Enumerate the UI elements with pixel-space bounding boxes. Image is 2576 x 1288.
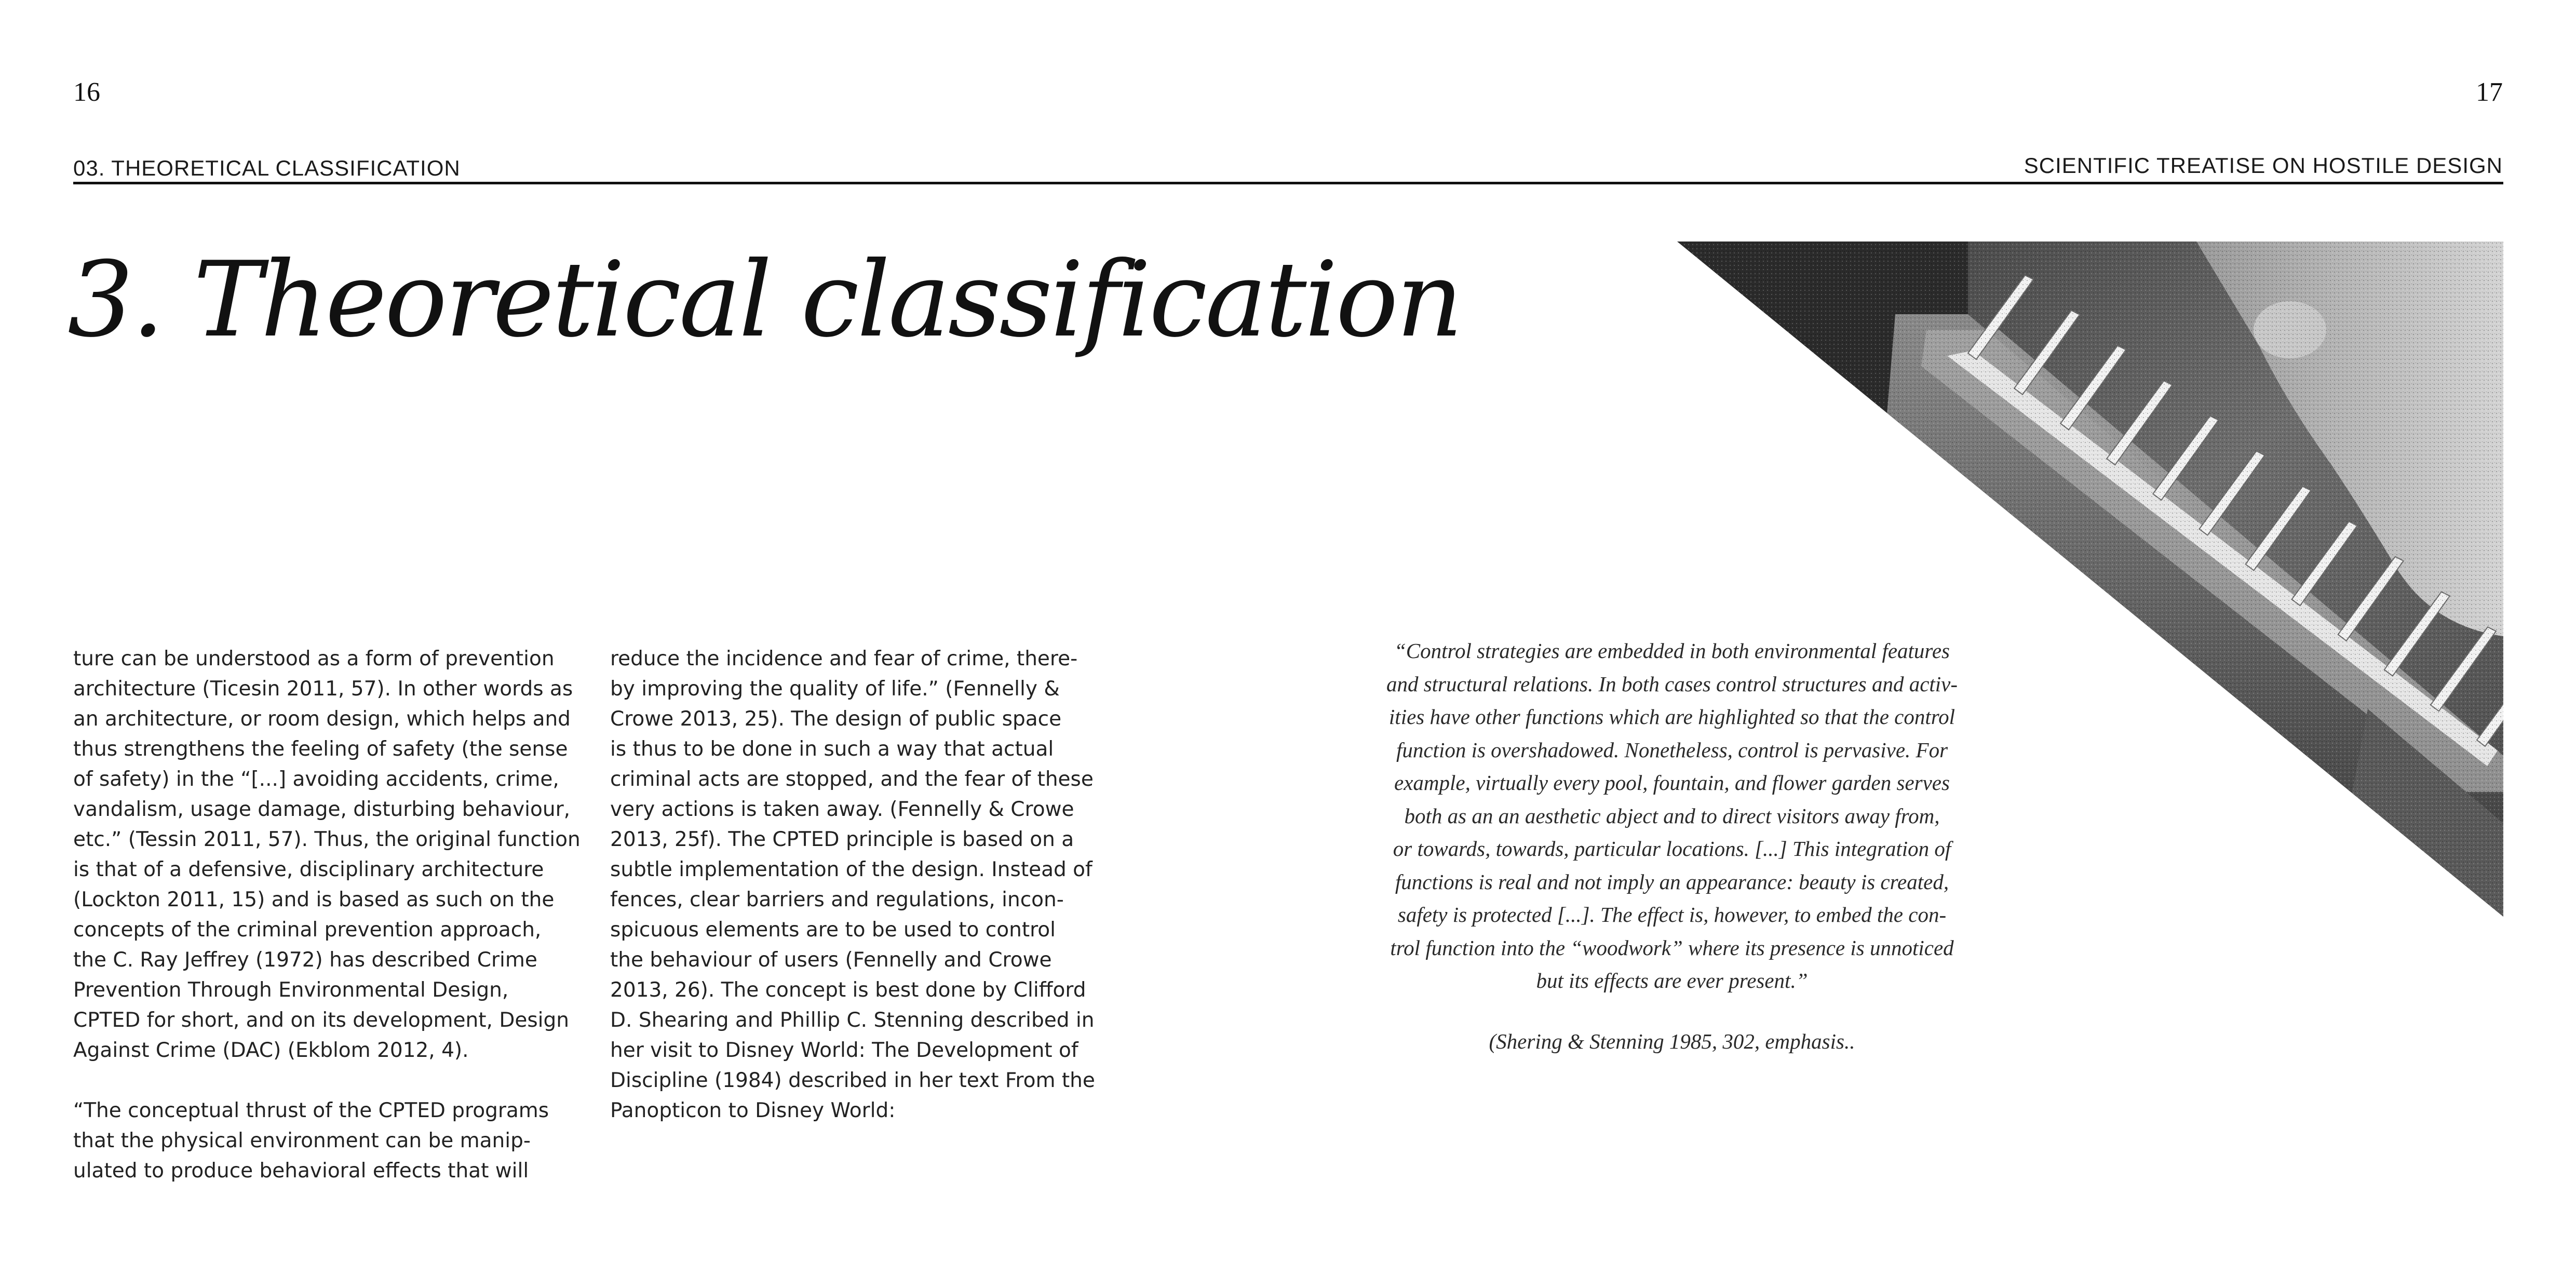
body-text-line: ture can be understood as a form of prevention: [73, 647, 555, 670]
body-text-line: thus strengthens the feeling of safety (the sense: [73, 737, 568, 761]
body-text-line: the behaviour of users (Fennelly and Crowe: [610, 948, 1052, 972]
body-text-line: 2013, 26). The concept is best done by Clifford: [610, 978, 1086, 1002]
quote-text-line: and structural relations. In both cases control structures and activ-: [1386, 672, 1958, 696]
quote-text-line: both as an an aesthetic abject and to direct visitors away from,: [1404, 803, 1940, 828]
body-column-2-paragraph: [610, 644, 1109, 1126]
body-text-line: Panopticon to Disney World:: [610, 1099, 896, 1122]
body-text-line: spicuous elements are to be used to control: [610, 918, 1056, 942]
body-text-line: Discipline (1984) described in her text From the: [610, 1069, 1095, 1092]
body-column-2: [610, 644, 1109, 1126]
quote-text-line: example, virtually every pool, fountain, and flower garden serves: [1394, 771, 1950, 795]
body-text-line: D. Shearing and Phillip C. Stenning described in: [610, 1009, 1095, 1032]
body-text-line: vandalism, usage damage, disturbing behaviour,: [73, 798, 571, 821]
quote-text-line: function is overshadowed. Nonetheless, control is pervasive. For: [1396, 737, 1948, 762]
body-text-line: the C. Ray Jeffrey (1972) has described Crime: [73, 948, 537, 972]
body-text-line: of safety) in the “[...] avoiding accidents, crime,: [73, 768, 559, 791]
body-text-line: Prevention Through Environmental Design,: [73, 978, 509, 1002]
paragraph-gap: [73, 1066, 572, 1096]
left-page-number: 16: [73, 77, 100, 107]
quote-text-line: “Control strategies are embedded in both environmental features: [1394, 639, 1950, 663]
body-text-line: an architecture, or room design, which helps and: [73, 707, 571, 731]
body-text-line: very actions is taken away. (Fennelly & Crowe: [610, 798, 1074, 821]
body-text-line: subtle implementation of the design. Instead of: [610, 858, 1093, 881]
quote-text-line: functions is real and not imply an appearance: beauty is created,: [1395, 869, 1949, 894]
body-text-line: (Lockton 2011, 15) and is based as such on the: [73, 888, 555, 911]
body-text-line: etc.” (Tessin 2011, 57). Thus, the original function: [73, 828, 581, 851]
photo-grain: [1677, 242, 2503, 917]
hostile-design-photo: [1677, 242, 2503, 917]
body-text-line: 2013, 25f). The CPTED principle is based on a: [610, 828, 1074, 851]
body-column-1-paragraph-2: [73, 1096, 572, 1186]
body-text-line: fences, clear barriers and regulations, incon-: [610, 888, 1064, 911]
body-text-line: concepts of the criminal prevention approach,: [73, 918, 542, 942]
right-page-number: 17: [2476, 77, 2503, 107]
right-running-head: SCIENTIFIC TREATISE ON HOSTILE DESIGN: [2024, 153, 2503, 178]
body-text-line: criminal acts are stopped, and the fear of these: [610, 768, 1094, 791]
body-text-line: that the physical environment can be manip-: [73, 1129, 531, 1152]
quote-text-line: trol function into the “woodwork” where its presence is unnoticed: [1390, 935, 1954, 960]
body-text-line: her visit to Disney World: The Development of: [610, 1039, 1078, 1062]
body-column-1: [73, 644, 581, 1186]
body-text-line: reduce the incidence and fear of crime, there-: [610, 647, 1078, 670]
quote-citation: (Shering & Stenning 1985, 302, emphasis..: [1489, 1029, 1855, 1053]
body-text-line: ulated to produce behavioral effects that will: [73, 1159, 529, 1183]
header-rule: [73, 182, 2503, 184]
body-text-line: Against Crime (DAC) (Ekblom 2012, 4).: [73, 1039, 469, 1062]
quote-text-line: but its effects are ever present.”: [1536, 969, 1808, 992]
quote-text-line: or towards, towards, particular locations. [...] This integration of: [1393, 837, 1951, 861]
body-column-1-paragraph-1: [73, 644, 581, 1066]
body-text-line: architecture (Ticesin 2011, 57). In other words as: [73, 677, 573, 701]
quote-text-line: ities have other functions which are highlighted so that the control: [1388, 705, 1955, 729]
body-text-line: by improving the quality of life.” (Fennelly &: [610, 677, 1060, 701]
body-text-line: “The conceptual thrust of the CPTED programs: [73, 1099, 549, 1122]
body-text-line: CPTED for short, and on its development, Design: [73, 1009, 569, 1032]
left-running-head: 03. THEORETICAL CLASSIFICATION: [73, 156, 461, 180]
photo-svg: [1677, 242, 2503, 917]
body-text-line: is thus to be done in such a way that actual: [610, 737, 1054, 761]
quote-text-line: safety is protected [...]. The effect is, however, to embed the con-: [1397, 903, 1947, 927]
body-text-line: Crowe 2013, 25). The design of public space: [610, 707, 1062, 731]
body-text-line: is that of a defensive, disciplinary architecture: [73, 858, 544, 881]
chapter-title: 3. Theoretical classification: [68, 239, 1461, 360]
